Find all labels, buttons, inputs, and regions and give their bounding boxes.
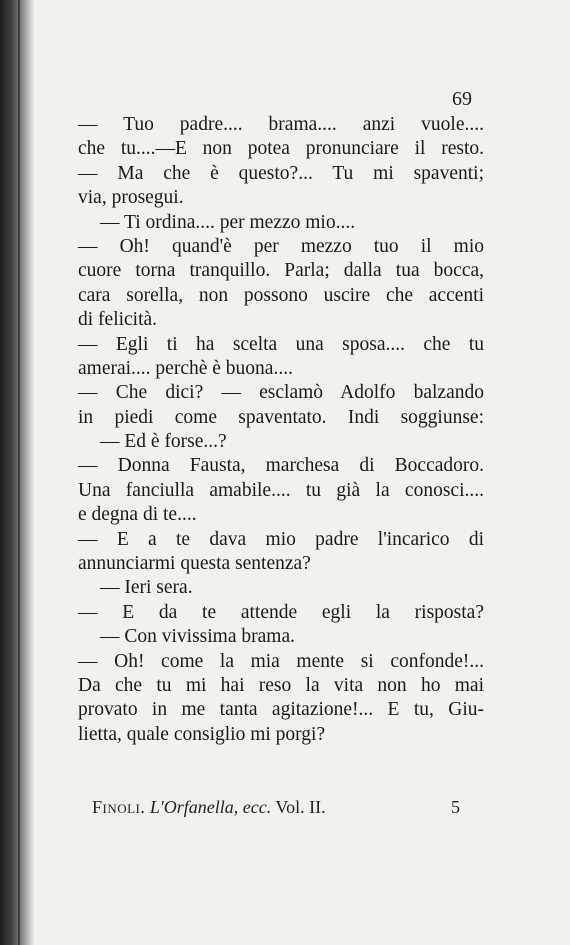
text-line: — E da te attende egli la risposta? — [78, 601, 484, 623]
text-line: cara sorella, non possono uscire che accenti — [78, 284, 484, 306]
text-line: — Ed è forse...? — [100, 431, 227, 453]
footer-author: Finoli. — [92, 797, 146, 817]
text-line: di felicità. — [78, 309, 158, 331]
text-line: — Che dici? — esclamò Adolfo balzando — [78, 382, 484, 404]
text-line: in piedi come spaventato. Indi soggiunse: — [78, 406, 484, 428]
text-line: provato in me tanta agitazione!... E tu, Giu- — [78, 699, 484, 721]
text-line: — Tuo padre.... brama.... anzi vuole.... — [78, 114, 484, 135]
book-spine-shadow — [0, 0, 34, 945]
footer-volume: Vol. II. — [275, 797, 326, 817]
text-line: — Ma che è questo?... Tu mi spaventi; — [78, 162, 484, 184]
page-number: 69 — [452, 88, 472, 110]
text-line: lietta, quale consiglio mi porgi? — [78, 723, 326, 745]
text-line: Una fanciulla amabile.... tu già la conosci.... — [78, 479, 484, 501]
text-line: e degna di te.... — [78, 504, 197, 526]
text-line: Da che tu mi hai reso la vita non ho mai — [78, 674, 484, 696]
footer-title: L'Orfanella, ecc. — [149, 797, 272, 817]
text-line: — Donna Fausta, marchesa di Boccadoro. — [78, 455, 484, 477]
text-line: — Ti ordina.... per mezzo mio.... — [100, 211, 356, 233]
text-line: — E a te dava mio padre l'incarico di — [78, 528, 484, 550]
text-line: annunciarmi questa sentenza? — [78, 553, 311, 575]
gutter-line — [18, 0, 20, 945]
text-line: — Oh! quand'è per mezzo tuo il mio — [78, 235, 484, 257]
text-line: via, prosegui. — [78, 187, 184, 209]
text-line: cuore torna tranquillo. Parla; dalla tua bocca, — [78, 260, 484, 282]
page-footer — [78, 797, 488, 823]
text-line: — Ieri sera. — [100, 577, 193, 599]
text-line: — Con vivissima brama. — [100, 626, 295, 648]
text-line: amerai.... perchè è buona.... — [78, 357, 293, 379]
text-line: — Oh! come la mia mente si confonde!... — [78, 650, 484, 672]
body-text — [78, 113, 484, 747]
text-line: che tu....—E non potea pronunciare il resto. — [78, 138, 484, 160]
text-line: — Egli ti ha scelta una sposa.... che tu — [78, 333, 484, 355]
signature-mark: 5 — [451, 797, 460, 817]
